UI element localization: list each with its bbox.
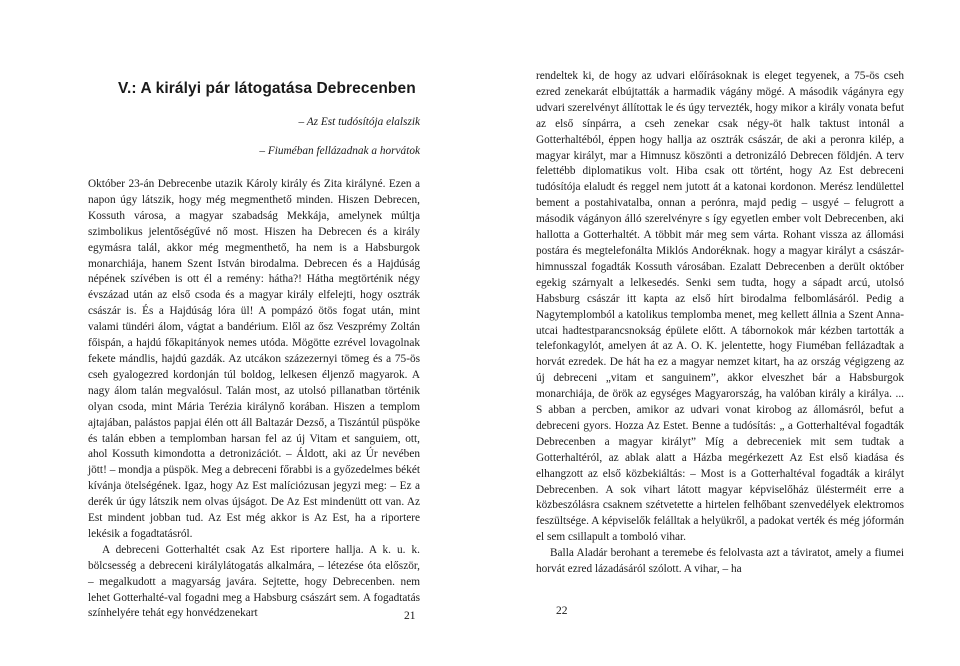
paragraph: rendeltek ki, de hogy az udvari előírásoknak is eleget tegyenek, a 75-ös cseh ezred zenekarát elbújtatták a harmadik vágány mögé. A második vágányra egy udvari szerelvényt állítottak le és úgy tervezték, hogy mikor a király vonata befut az első sínpárra, a cseh zenekar csak négy-öt halk taktust intonál a Gotterhaltéból, éppen hogy hallja az osztrák császár, de aki a peronra kilép, a magyar királyt, mar a Himnusz köszönti a detronizáló Debrecen földjén. A terv felettébb diplomatikus volt. Hiba csak ott történt, hogy Az Est debreceni tudósítója elaludt és reggel nem jutott át a katonai kordonon. Merész lendülettel bement a postahivatalba, onnan a perónra, majd pedig – usgyé – felugrott a második vágányon álló szerelvényre s így egyetlen ember volt Debrecenben, aki hallotta a Gotterhaltét. A többit már meg sem várta. Rohant vissza az állomási postára és megtelefonálta Miklós Andoréknak. hogy a magyar királyt a császár-himnusszal fogadták Kossuth városában. Ezalatt Debrecenben a derült október egekig szárnyalt a lelkesedés. Senki sem tudta, hogy a sápadt arcú, utolsó Habsburg császár itt kapta az első hírt birodalma felbomlásáról. Pedig a Nagytemplomból a katolikus templomba menet, meg kellett állnia a Szent Anna-utcai hadtestparancsnokság épülete előtt. A tábornokok már kézben tartották a telefonkagylót, amelyen át az A. O. K. jelentette, hogy Fiuméban fellázadtak a horvát ezredek. De hát ha ez a magyar nemzet kitart, ha az ország végigzeng az új debreceni „vitam et sanguinem”, akkor elveszhet bár a Habsburgok monarchiája, de örök az egységes Magyarország, ha valóban király a királya. ... S abban a percben, amikor az udvari vonat kirobog az állomásról, befut a debreceni gyors. Hozza Az Estet. Benne a tudósítás: „ a Gotterhaltéval fogadták Debrecenben a magyar királyt” Míg a debreceniek mit sem tudtak a Gotterhaltéról, az ablak alatt a Házba megérkezett Az Est első kiadása és elhangzott az első közbekiáltás: – Most is a Gotterhaltéval fogadták a királyt Debrecenben. A sok vihart látott magyar képviselőház ülésterméit erre a közbeszólásra csaknem szétvetette a hirtelen felhőbant szenvedélyek elektromos feszültsége. A képviselők felálltak a helyükről, a padokat verték és még jóformán el sem csillapult a tomboló vihar. [536,70,904,544]
right-page [480,0,960,666]
left-body-text [88,177,420,622]
subheading-1: – Az Est tudósítója elalszik [298,116,420,128]
subheading-2: – Fiuméban fellázadnak a horvátok [259,145,420,157]
right-body-text [536,69,904,578]
chapter-heading: V.: A királyi pár látogatása Debrecenben [118,80,416,97]
paragraph: Október 23-án Debrecenbe utazik Károly király és Zita királyné. Ezen a napon úgy látszik, hogy még megmenthető minden. Hiszen Debrecen, Kossuth városa, a magyar szabadság Mekkája, amelynek múltja szimbolikus jelentőségűvé nő most. Hiszen ha Debrecen és a király egymásra talál, akkor még megmenthető, ha nem is a Habsburgok monarchiája, hanem Szent István birodalma. Debrecen és a Hajdúság népének szívében is ott él a remény: hátha?! Hátha megtörténik négy évszázad után az első csoda és a magyar király elfelejti, hogy osztrák császár is. És a Hajdúság lóra ül! A pompázó ötös fogat után, mint valami tündéri álom, vágtat a bandérium. Elől az ősz Veszprémy Zoltán főispán, a hajdú főkapitányok nemes utóda. Mögötte ezrével lovagolnak fekete mándlis, hajdú gazdák. Az utcákon százezernyi tömeg és a 75-ös cseh gyalogezred kordonján túl boldog, lelkesen éljenző magyarok. A nagy álom talán megvalósul. Talán most, az utolsó pillanatban történik olyan csoda, mint Mária Terézia királynő korában. Hiszen a templom ajtajában, palástos papjai élén ott áll Baltazár Dezső, a Tiszántúl püspöke és talán ebben a templomban harsan fel az új Vitam et sanguiem, ott, ahol Kossuth kimondotta a detronizációt. – Áldott, aki az Úr nevében jött! – mondja a püspök. Meg a debreceni főrabbi is a győzedelmes békét kívánja ötelségének. Igaz, hogy Az Est malíciózusan jegyzi meg: – Ez a derék úr úgy látszik nem olvas újságot. De Az Est mindenütt ott van. Az Est mindent jobban tud. Az Est még akkor is Az Est, ha a riportere lekésik a fogadtatásról. [88,178,420,540]
paragraph: Balla Aladár berohant a teremebe és felolvasta azt a táviratot, amely a fiumei horvát ezred lázadásáról szólott. A vihar, – ha [536,547,904,576]
paragraph: A debreceni Gotterhaltét csak Az Est riportere hallja. A k. u. k. bölcsesség a debreceni királylátogatás alkalmára, – létezése óta először, – megalkudott a magyarság javára. Sejtette, hogy Debrecenben. nem lehet Gotterhalté-val fogadni meg a Habsburg császárt sem. A fogadtatás színhelyére tehát egy honvédzenekart [88,543,420,620]
page-number-right: 22 [556,605,568,617]
page-number-left: 21 [404,610,416,622]
